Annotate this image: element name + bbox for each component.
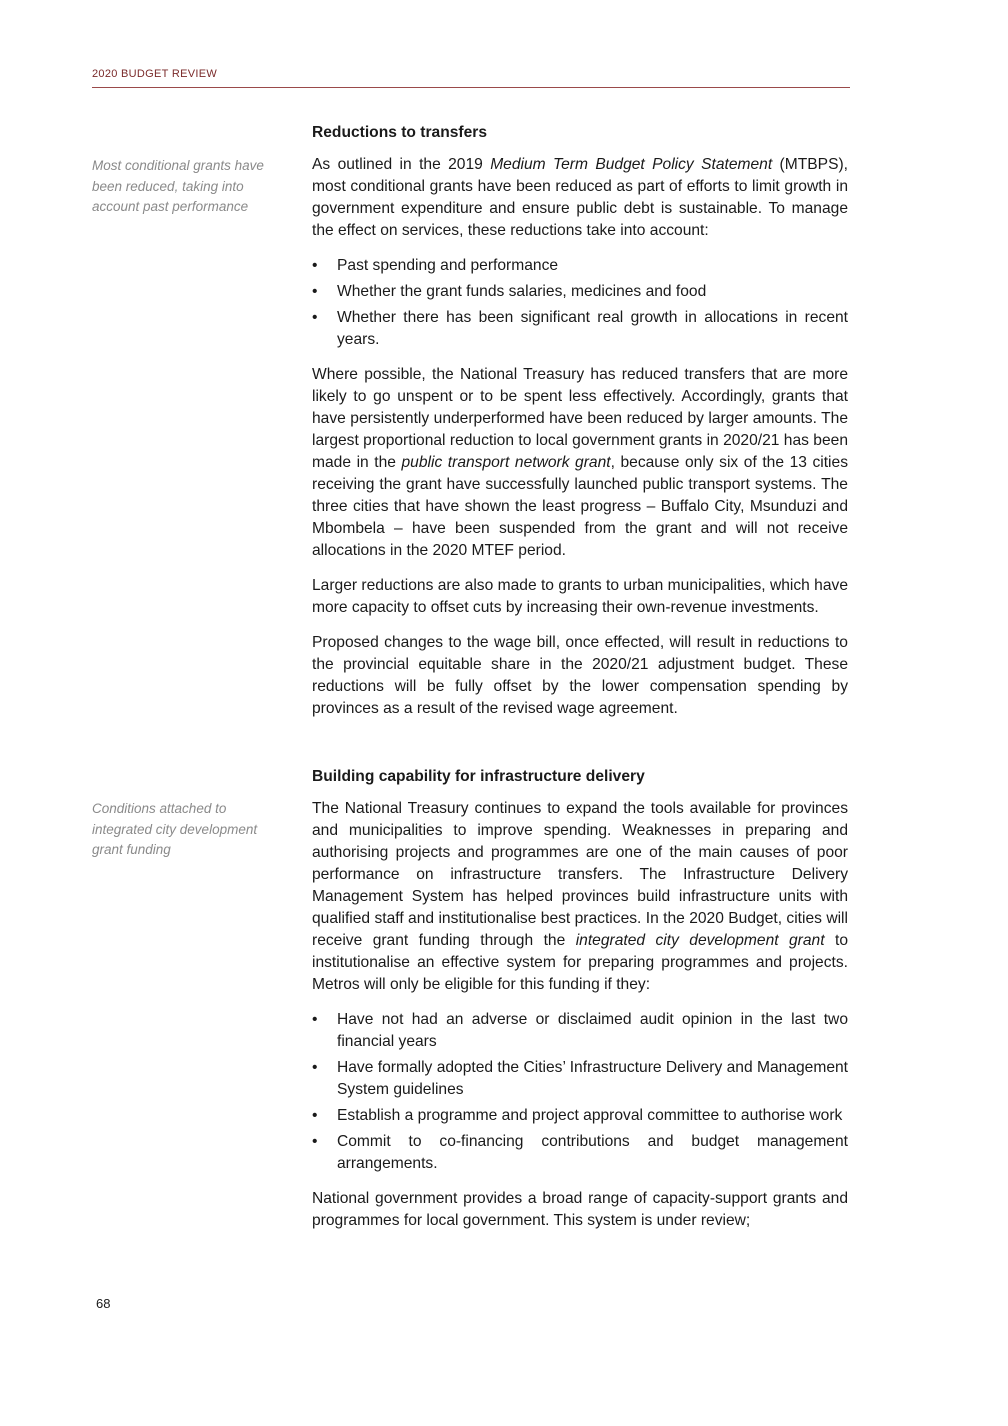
text-run: Where possible, the National Treasury has reduced transfers that are more likely to go unspent or to be spent less effectively. Accordingly, grants that have persistently underperformed have been reduced by larger amounts. The largest proportional reduction to local government grants in 2020/21 has been made in the — [312, 366, 848, 471]
margin-note-reduced-grants: Most conditional grants have been reduced, taking into account past performance — [92, 158, 264, 214]
bullet-icon: • — [312, 309, 318, 326]
list-item — [312, 1009, 848, 1053]
list-item-text: Whether the grant funds salaries, medicines and food — [337, 283, 707, 300]
section-heading: Reductions to transfers — [312, 124, 488, 141]
list-item-text: Establish a programme and project approval committee to authorise work — [337, 1107, 843, 1124]
paragraph — [312, 364, 848, 562]
bullet-icon: • — [312, 283, 318, 300]
paragraph: Proposed changes to the wage bill, once effected, will result in reductions to the provincial equitable share in the 2020/21 adjustment budget. These reductions will be fully offset by the lower compensation spending by provinces as a result of the revised wage agreement. — [312, 634, 848, 717]
text-run: (MTBPS), most conditional grants have been reduced as part of efforts to limit growth in government expenditure and ensure public debt is sustainable. To manage the effect on services, these reductions take into account: — [312, 156, 848, 239]
list-item — [312, 1131, 848, 1175]
text-run: to institutionalise an effective system for preparing programmes and projects. Metros will only be eligible for this funding if they: — [312, 932, 848, 993]
bullet-list — [312, 255, 848, 351]
page-number: 68 — [96, 1296, 111, 1311]
text-run: , because only six of the 13 cities receiving the grant have successfully launched public transport systems. The three cities that have shown the least progress – Buffalo City, Msunduzi and Mbombela – have been suspended from the grant and will not receive allocations in the 2020 MTEF period. — [312, 454, 848, 559]
grant-name-italic: integrated city development grant — [575, 932, 825, 949]
grant-name-italic: public transport network grant — [401, 454, 611, 471]
list-item — [312, 281, 848, 303]
bullet-list — [312, 1009, 848, 1175]
paragraph: National government provides a broad range of capacity-support grants and programmes for local government. This system is under review; — [312, 1190, 848, 1229]
text-run: As outlined in the 2019 — [312, 156, 491, 173]
bullet-icon: • — [312, 1059, 318, 1076]
list-item — [312, 307, 848, 351]
list-item — [312, 255, 848, 277]
text-run: The National Treasury continues to expand the tools available for provinces and municipalities to improve spending. Weaknesses in preparing and authorising projects and programmes are one of the main causes of poor performance on infrastructure transfers. The Infrastructure Delivery Management System has helped provinces build infrastructure units with qualified staff and institutionalise best practices. In the 2020 Budget, cities will receive grant funding through the — [312, 800, 848, 949]
list-item-text: Past spending and performance — [337, 257, 559, 274]
paragraph — [312, 798, 848, 996]
list-item-text: Commit to co-financing contributions and budget management arrangements. — [337, 1133, 848, 1172]
margin-note-city-grant-conditions: Conditions attached to integrated city development grant funding — [92, 801, 258, 857]
list-item — [312, 1105, 848, 1127]
section-heading: Building capability for infrastructure delivery — [312, 768, 645, 785]
document-title-italic: Medium Term Budget Policy Statement — [490, 156, 773, 173]
bullet-icon: • — [312, 1107, 318, 1124]
bullet-icon: • — [312, 1133, 318, 1150]
list-item-text: Have not had an adverse or disclaimed audit opinion in the last two financial years — [337, 1011, 848, 1050]
paragraph — [312, 154, 848, 242]
bullet-icon: • — [312, 1011, 318, 1028]
list-item-text: Have formally adopted the Cities’ Infrastructure Delivery and Management System guidelines — [337, 1059, 848, 1098]
bullet-icon: • — [312, 257, 318, 274]
header-divider — [92, 87, 850, 88]
section-building-capability — [312, 766, 848, 1232]
list-item-text: Whether there has been significant real growth in allocations in recent years. — [337, 309, 848, 348]
running-header: 2020 BUDGET REVIEW — [92, 68, 218, 80]
section-reductions-to-transfers — [312, 122, 848, 720]
paragraph: Larger reductions are also made to grants to urban municipalities, which have more capacity to offset cuts by increasing their own-revenue investments. — [312, 577, 848, 616]
list-item — [312, 1057, 848, 1101]
